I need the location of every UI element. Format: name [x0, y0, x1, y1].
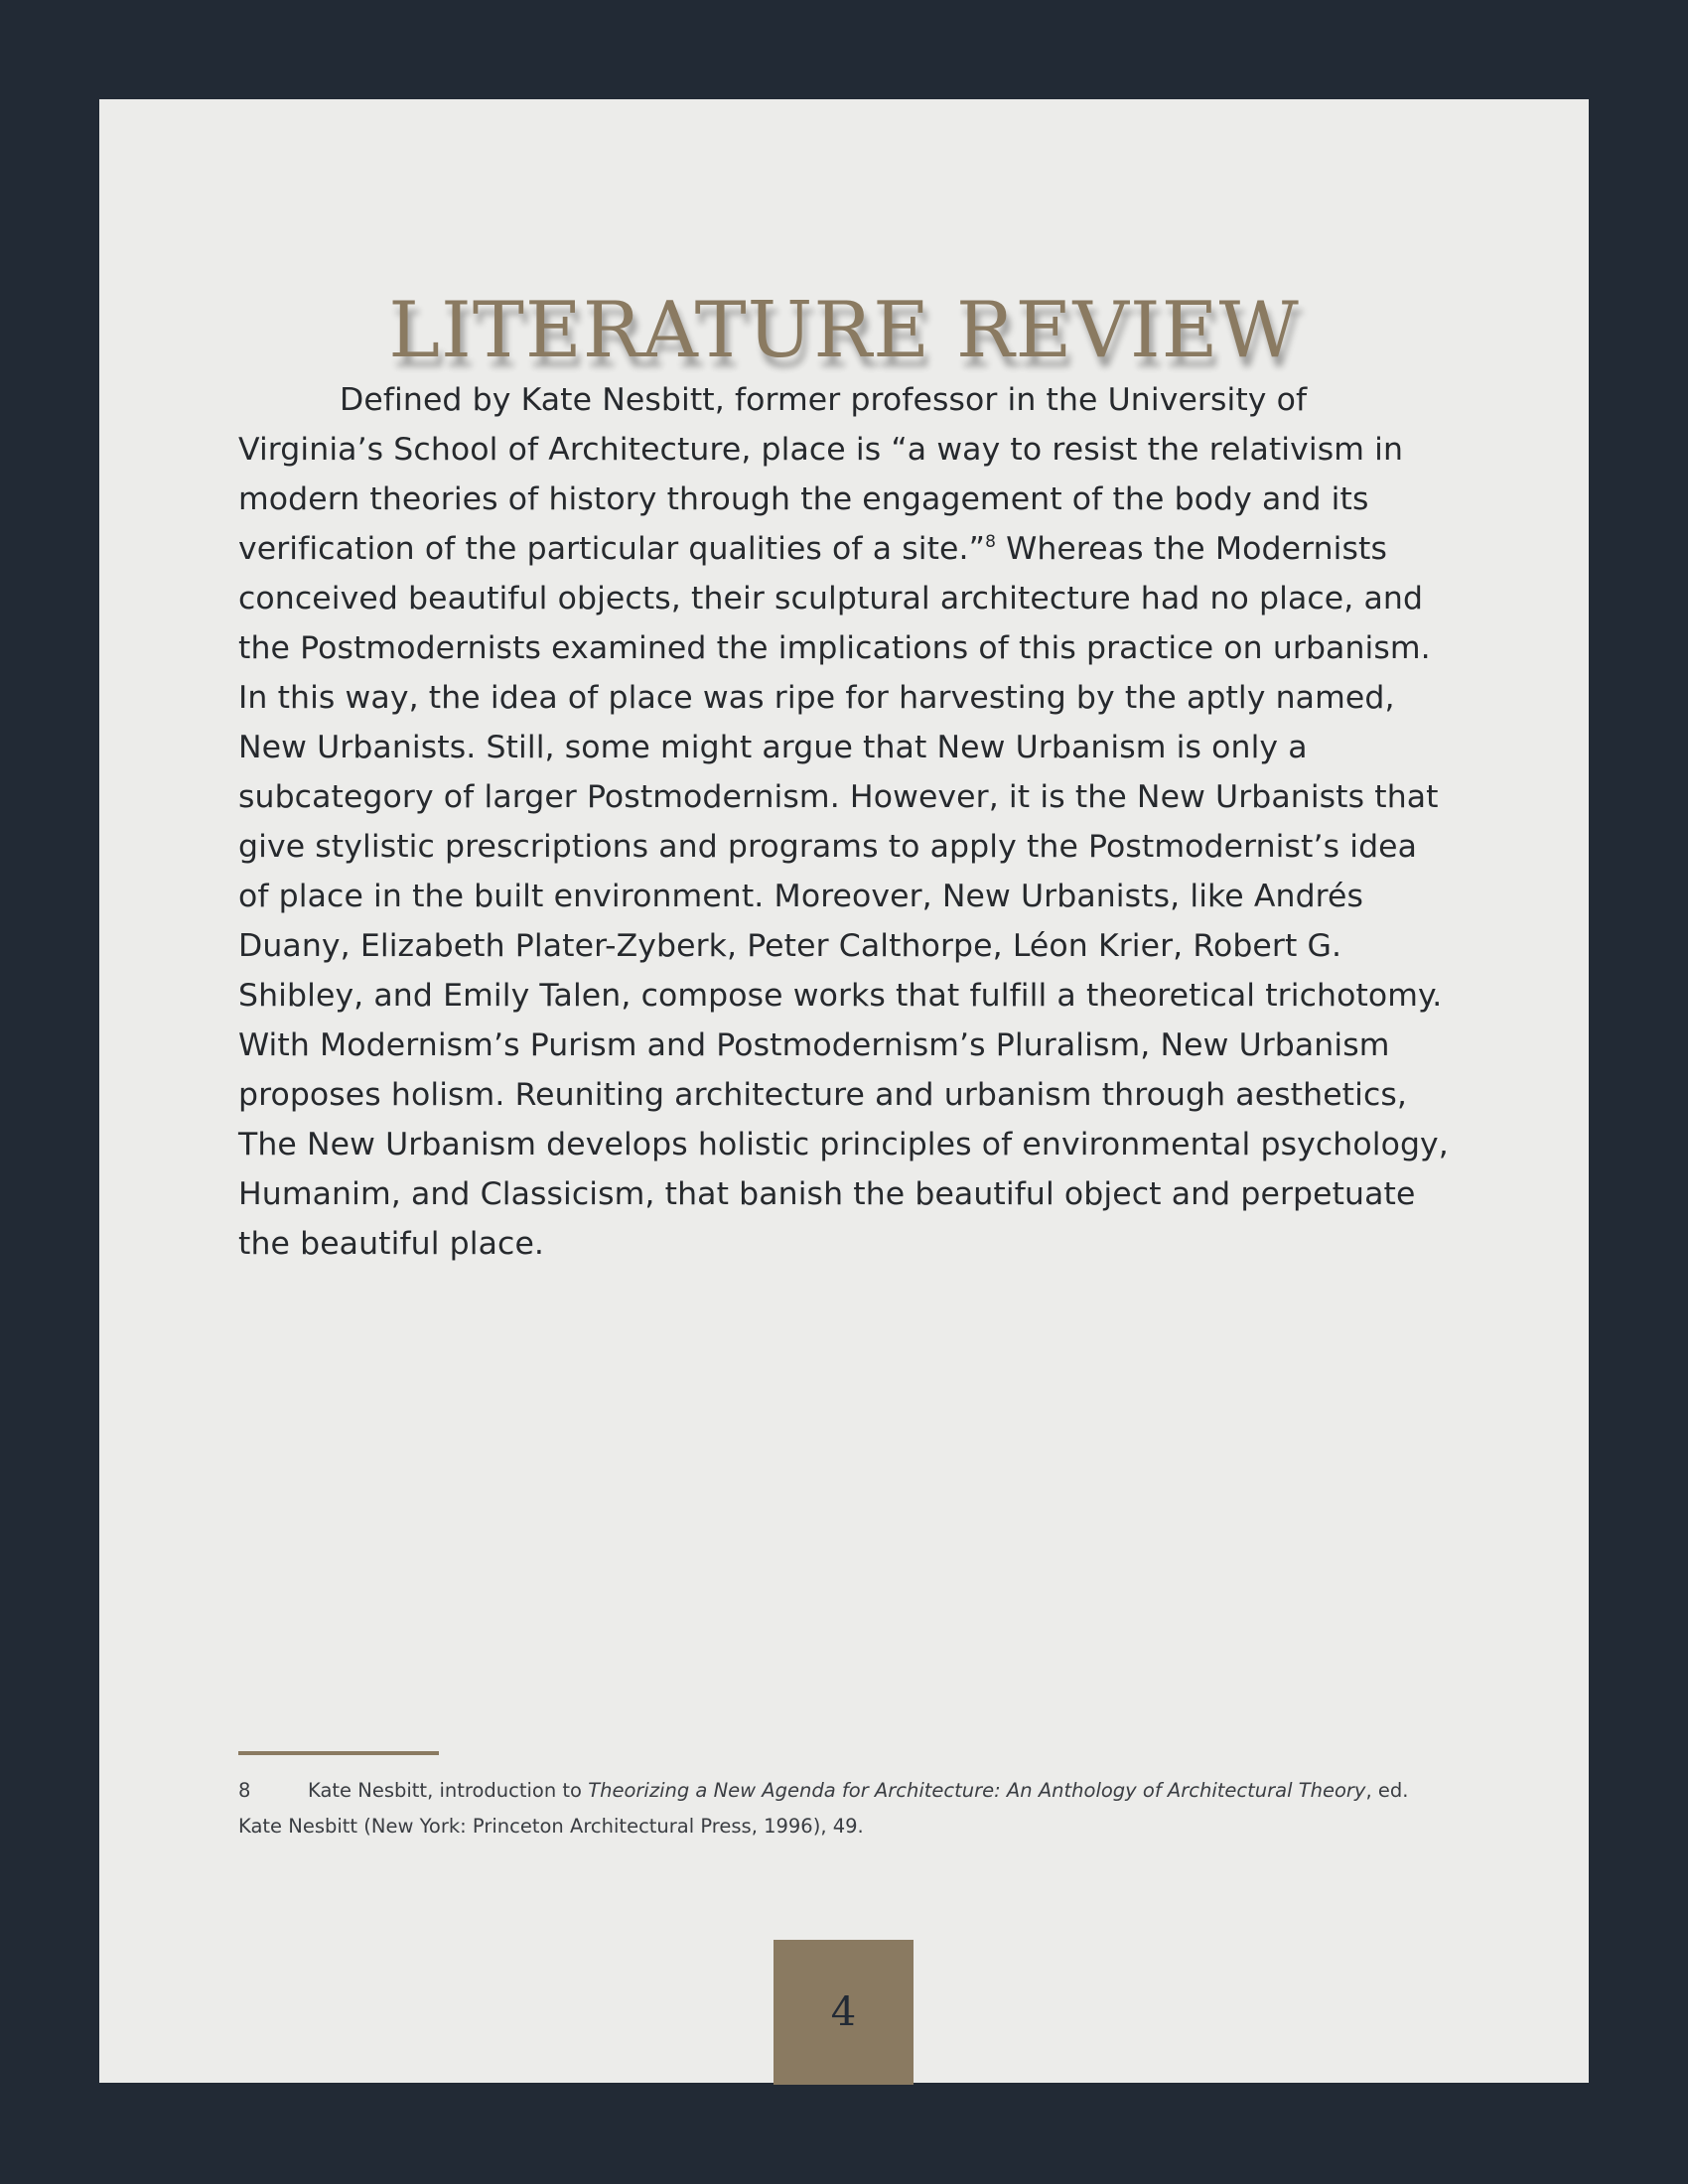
footnote-number: 8 [238, 1779, 251, 1802]
footnote-reference[interactable]: 8 [985, 532, 996, 552]
document-page [99, 99, 1589, 2083]
page-title: LITERATURE REVIEW [388, 286, 1300, 375]
footnote-text-before: Kate Nesbitt, introduction to [308, 1779, 589, 1802]
footnote [238, 1773, 1452, 1844]
page-number-badge [774, 1940, 914, 2085]
page-number: 4 [830, 1989, 857, 2035]
paragraph-text-after-note: Whereas the Modernists conceived beautiful objects, their sculptural architecture had no place, and the Postmodernists examined the implications of this practice on urbanism. In this way, the idea of place was ripe for harvesting by the aptly named, New Urbanists. Still, some might argue that New Urbanism is only a subcategory of larger Postmodernism. However, it is the New Urbanists that give stylistic prescriptions and programs to apply the Postmodernist’s idea of place in the built environment. Moreover, New Urbanists, like Andrés Duany, Elizabeth Plater-Zyberk, Peter Calthorpe, Léon Krier, Robert G. Shibley, and Emily Talen, compose works that fulfill a theoretical trichotomy. With Modernism’s Purism and Postmodernism’s Pluralism, New Urbanism proposes holism. Reuniting architecture and urbanism through aesthetics, The New Urbanism develops holistic principles of environmental psychology, Humanim, and Classicism, that banish the beautiful object and perpetuate the beautiful place. [238, 531, 1449, 1262]
footnote-divider [238, 1751, 439, 1755]
body-paragraph [238, 375, 1452, 1269]
paragraph-text-before-note: Defined by Kate Nesbitt, former professor in the University of Virginia’s School of Architecture, place is “a way to resist the relativism in modern theories of history through the engagement of the body and its verification of the particular qualities of a site.” [238, 382, 1404, 567]
footnote-text-after: , ed. Kate Nesbitt (New York: Princeton Architectural Press, 1996), 49. [238, 1779, 1409, 1838]
footnote-book-title: Theorizing a New Agenda for Architecture: An Anthology of Architectural Theory [588, 1779, 1366, 1802]
